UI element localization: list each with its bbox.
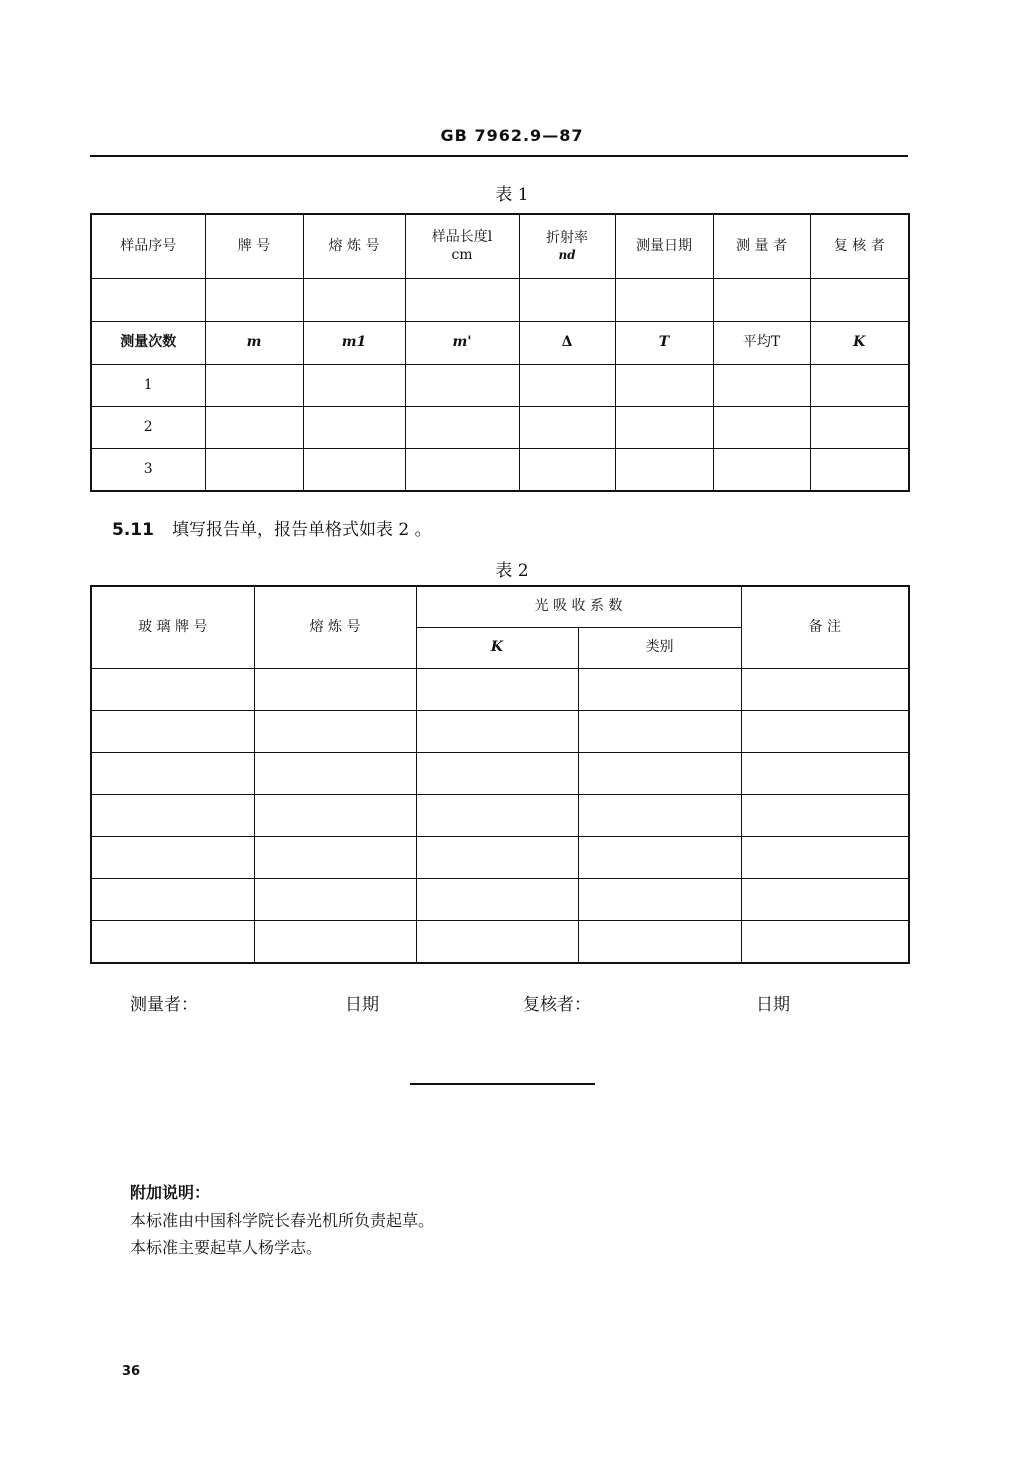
header-nd-symbol: nd bbox=[558, 247, 576, 262]
header-melt-no: 熔 炼 号 bbox=[254, 586, 416, 669]
header-sample-length-unit: cm bbox=[451, 246, 473, 263]
table2-header-row bbox=[91, 586, 909, 628]
header-refractive-index-label: 折射率 bbox=[546, 230, 588, 247]
report-table bbox=[90, 585, 910, 964]
header-sample-no: 样品序号 bbox=[91, 214, 205, 279]
header-checker: 复 核 者 bbox=[810, 214, 909, 279]
notes-line-1: 本标准由中国科学院长春光机所负责起草。 bbox=[130, 1211, 435, 1230]
section-text: 填写报告单，报告单格式如表 2 。 bbox=[171, 520, 432, 540]
table1-header-row bbox=[91, 214, 909, 279]
header-t: T bbox=[615, 322, 713, 365]
header-glass-brand: 玻 璃 牌 号 bbox=[91, 586, 254, 669]
notes-line-2: 本标准主要起草人杨学志。 bbox=[130, 1238, 323, 1257]
signature-date-2: 日期 bbox=[756, 995, 790, 1015]
header-measurer: 测 量 者 bbox=[713, 214, 810, 279]
table2-caption: 表 2 bbox=[495, 561, 529, 581]
header-k: K bbox=[416, 628, 578, 669]
header-m: m bbox=[205, 322, 303, 365]
header-k: K bbox=[810, 322, 909, 365]
header-melt-no: 熔 炼 号 bbox=[303, 214, 405, 279]
signature-checker: 复核者： bbox=[523, 995, 591, 1015]
header-refractive-index bbox=[519, 214, 615, 279]
table-row bbox=[91, 753, 909, 795]
header-delta: Δ bbox=[519, 322, 615, 365]
signature-date-1: 日期 bbox=[345, 995, 379, 1015]
table-row bbox=[91, 879, 909, 921]
header-sample-length-label: 样品长度l bbox=[431, 229, 493, 245]
section-number: 5.11 bbox=[112, 520, 154, 540]
table-row bbox=[91, 669, 909, 711]
header-measure-date: 测量日期 bbox=[615, 214, 713, 279]
table-row bbox=[91, 365, 909, 407]
row-index: 1 bbox=[91, 365, 205, 407]
table1-caption: 表 1 bbox=[495, 185, 529, 205]
header-measure-count: 测量次数 bbox=[91, 322, 205, 365]
signature-measurer: 测量者： bbox=[130, 995, 198, 1015]
table-row bbox=[91, 449, 909, 492]
header-absorption-coefficient: 光 吸 收 系 数 bbox=[416, 586, 741, 628]
header-m1: m1 bbox=[303, 322, 405, 365]
end-rule bbox=[410, 1083, 595, 1085]
header-remarks: 备 注 bbox=[741, 586, 909, 669]
table-row bbox=[91, 711, 909, 753]
header-brand: 牌 号 bbox=[205, 214, 303, 279]
header-sample-length bbox=[405, 214, 519, 279]
table-row bbox=[91, 921, 909, 964]
measurement-table bbox=[90, 213, 910, 492]
document-code: GB 7962.9—87 bbox=[440, 126, 584, 145]
header-average-t: 平均T bbox=[713, 322, 810, 365]
table-row bbox=[91, 279, 909, 322]
row-index: 2 bbox=[91, 407, 205, 449]
header-m-prime: m' bbox=[405, 322, 519, 365]
table1-measure-header-row bbox=[91, 322, 909, 365]
table-row bbox=[91, 837, 909, 879]
page-number: 36 bbox=[122, 1364, 141, 1379]
notes-title: 附加说明： bbox=[130, 1183, 211, 1202]
table-row bbox=[91, 795, 909, 837]
row-index: 3 bbox=[91, 449, 205, 492]
section-5-11 bbox=[112, 515, 432, 540]
header-rule bbox=[90, 155, 908, 157]
table-row bbox=[91, 407, 909, 449]
header-category: 类别 bbox=[578, 628, 741, 669]
